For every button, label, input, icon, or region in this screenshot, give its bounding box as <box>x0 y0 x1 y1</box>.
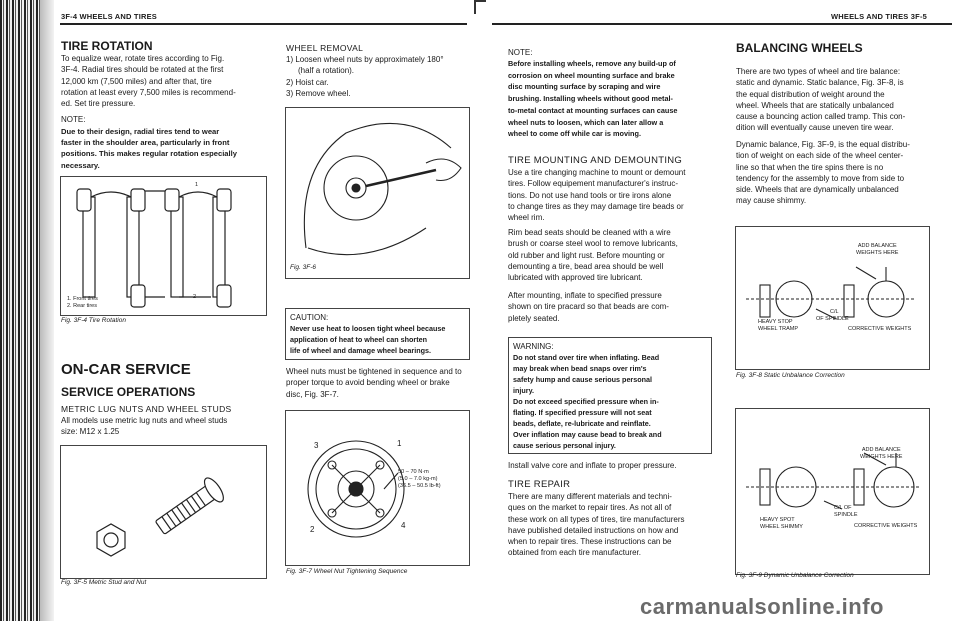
right-page-header: WHEELS AND TIRES 3F-5 <box>831 12 928 21</box>
fig-3f-8-caption: Fig. 3F-8 Static Unbalance Correction <box>736 372 845 379</box>
tire-rotation-figure <box>60 176 267 316</box>
fig9-corrective-label: CORRECTIVE WEIGHTS <box>854 523 918 529</box>
sequence-label-3: 3 <box>314 441 319 450</box>
tire-rotation-title: TIRE ROTATION <box>61 39 153 53</box>
tire-rotation-note: Due to their design, radial tires tend to wear faster in the shoulder area, particularly in front positions. This makes regular rotation especially necessary. <box>61 127 237 170</box>
fig-3f-7-caption: Fig. 3F-7 Wheel Nut Tightening Sequence <box>286 568 408 575</box>
nut-sequence-drawing <box>286 411 469 565</box>
dynamic-unbalance-figure <box>735 408 930 575</box>
note-label: NOTE: <box>508 48 533 57</box>
static-unbalance-figure <box>735 226 930 370</box>
page-binding <box>0 0 40 621</box>
valve-core-text: Install valve core and inflate to proper pressure. <box>508 461 677 470</box>
left-page-header: 3F-4 WHEELS AND TIRES <box>61 12 158 21</box>
balancing-p1: There are two types of wheel and tire balance: static and dynamic. Static balance, Fig. 3F-8, is the equal distribution of weight around the wheel. Wheels that are statically unbalanced cause a bouncing action called tramp. This con- dition will eventually cause uneven tire wear. <box>736 67 906 133</box>
on-car-service-title: ON-CAR SERVICE <box>61 361 191 378</box>
fig8-spindle-label: OF SPINDLE <box>816 316 849 322</box>
tire-repair-title: TIRE REPAIR <box>508 479 571 490</box>
right-header-rule <box>492 23 952 25</box>
wheel-wrench-drawing <box>286 108 469 278</box>
note-text: Before installing wheels, remove any build-up of corrosion on wheel mounting surface and brake disc mounting surface by scraping and wire brushing. Installing wheels without good metal- to-metal contact at mounting surfaces can cause wheel nuts to loosen, which can later allow a wheel to come off while car is moving. <box>508 59 678 139</box>
nut-sequence-figure <box>285 410 470 566</box>
page-binding-shadow <box>40 0 54 621</box>
fig-3f-4-caption: Fig. 3F-4 Tire Rotation <box>61 317 126 324</box>
fig8-heavy-stop-label: HEAVY STOP WHEEL TRAMP <box>758 319 799 332</box>
sequence-label-4: 4 <box>401 521 406 530</box>
mounting-p3: After mounting, inflate to specified pressure shown on tire pracard so that beads are com- pletely seated. <box>508 291 669 323</box>
caution-box <box>285 308 470 360</box>
fig8-add-weights-label: ADD BALANCE WEIGHTS HERE <box>856 243 899 256</box>
static-unbalance-drawing <box>736 227 929 369</box>
mounting-p2: Rim bead seats should be cleaned with a wire brush or coarse steel wool to remove lubricants, old rubber and light rust. Before mounting or demounting a tire, bead area should be well lubricated with approved tire lubricant. <box>508 228 678 283</box>
torque-spec: 50 – 70 N·m (5.0 – 7.0 kg-m) (36.5 – 50.5 lb-ft) <box>398 469 441 489</box>
tighten-sequence-text: Wheel nuts must be tightened in sequence and to proper torque to avoid bending wheel or brake disc, Fig. 3F-7. <box>286 367 462 399</box>
fig8-cl-label: C/L <box>830 309 839 315</box>
tire-rotation-legend: 1. Front tires 2. Rear tires <box>67 296 98 309</box>
warning-label: WARNING: <box>513 342 554 351</box>
caution-label: CAUTION: <box>290 313 329 322</box>
fig9-cl-label: C/L OF SPINDLE <box>834 505 858 518</box>
wheel-removal-title: WHEEL REMOVAL <box>286 43 364 53</box>
caution-text: Never use heat to loosen tight wheel because application of heat to wheel can shorten life of wheel and damage wheel bearings. <box>290 324 446 355</box>
fig9-heavy-spot-label: HEAVY SPOT WHEEL SHIMMY <box>760 517 803 530</box>
tire-rotation-body: To equalize wear, rotate tires according to Fig. 3F-4. Radial tires should be rotated at the first 12,000 km (7,500 miles) and after that, tire rotation at least every 7,500 miles is recommend- ed. Set tire pressure. <box>61 54 236 109</box>
dynamic-unbalance-drawing <box>736 409 929 574</box>
callout-1: 1 <box>195 182 199 188</box>
balancing-p2: Dynamic balance, Fig. 3F-9, is the equal distribu- tion of weight on each side of the wheel center- line so that when the tire spins there is no tendency for the assembly to move from side to side. Wheels that are dynamically unbalanced may cause shimmy. <box>736 140 910 206</box>
fig-3f-5-caption: Fig. 3F-5 Metric Stud and Nut <box>61 579 147 586</box>
tire-rotation-note-label: NOTE: <box>61 115 86 124</box>
fig8-corrective-label: CORRECTIVE WEIGHTS <box>848 326 912 332</box>
lug-nuts-title: METRIC LUG NUTS AND WHEEL STUDS <box>61 404 232 414</box>
wheel-removal-steps: 1) Loosen wheel nuts by approximately 180° (half a rotation). 2) Hoist car. 3) Remove wheel. <box>286 55 444 98</box>
balancing-title: BALANCING WHEELS <box>736 41 863 55</box>
warning-box <box>508 337 712 454</box>
lug-nuts-body: All models use metric lug nuts and wheel studs size: M12 x 1.25 <box>61 416 228 437</box>
service-operations-title: SERVICE OPERATIONS <box>61 385 196 399</box>
callout-2: 2 <box>193 294 197 300</box>
wheel-wrench-figure <box>285 107 470 279</box>
page-corner-mark <box>474 0 486 14</box>
mounting-title: TIRE MOUNTING AND DEMOUNTING <box>508 155 683 166</box>
left-header-rule <box>60 23 467 25</box>
mounting-p1: Use a tire changing machine to mount or demount tires. Follow equipement manufacturer's instruc- tions. Do not use hand tools or tire irons alone to change tires as they may damage tire beads or wheel rim. <box>508 168 686 223</box>
stud-and-nut-drawing <box>61 446 266 578</box>
metric-stud-figure <box>60 445 267 579</box>
tire-rotation-diagram <box>61 177 266 315</box>
fig-3f-9-caption: Fig. 3F-9 Dynamic Unbalance Correction <box>736 572 854 579</box>
tire-repair-body: There are many different materials and techni- ques on the market to repair tires. As not all of these work on all types of tires, tire manufacturers have published detailed instructions on how and when to repair tires. These instructions can be obtained from each tire manufacturer. <box>508 492 685 558</box>
fig9-add-weights-label: ADD BALANCE WEIGHTS HERE <box>860 447 903 460</box>
warning-text: Do not stand over tire when inflating. Bead may break when bead snaps over rim's safety hump and cause serious personal injury. Do not exceed specified pressure when in- flating. If specified pressure will not seat beads, deflate, re-lubricate and reinflate. Over inflation may cause bead to break and cause serious personal injury. <box>513 353 662 450</box>
sequence-label-1: 1 <box>397 439 402 448</box>
sequence-label-2: 2 <box>310 525 315 534</box>
fig-3f-6-caption: Fig. 3F-6 <box>290 264 317 271</box>
watermark: carmanualsonline.info <box>640 594 884 619</box>
